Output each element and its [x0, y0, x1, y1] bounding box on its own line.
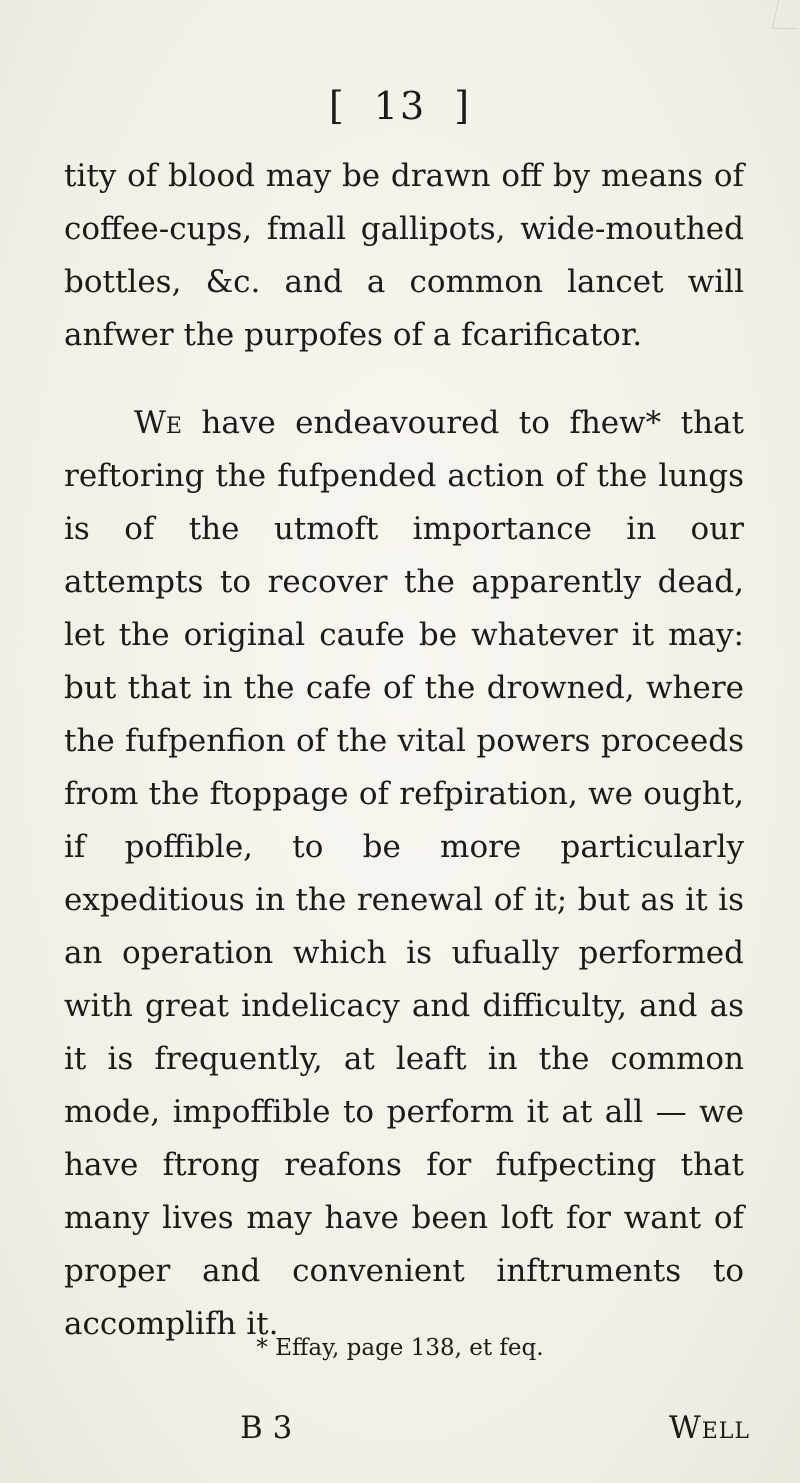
paragraph-2-lead-word: We	[134, 405, 182, 441]
page-number: [ 13 ]	[328, 84, 472, 128]
footnote: * Effay, page 138, et feq.	[256, 1335, 544, 1361]
paragraph-1: tity of blood may be drawn off by means of coffee-cups, fmall gallipots, wide-mouthed bottles, &c. and a common lancet will anfwer the purpofes of a fcarificator.	[64, 158, 744, 353]
paragraph-2	[64, 397, 744, 1351]
catchword: Well	[668, 1410, 750, 1446]
page-corner-mark	[772, 0, 800, 29]
paragraph-2-text: have endeavoured to fhew* that reftoring the fufpended action of the lungs is of the utmoft importance in our attempts to recover the apparently dead, let the original caufe be whatever it may: but that in the cafe of the drowned, where the fufpenfion of the vital powers proceeds from the ftoppage of refpiration, we ought, if poffible, to be more particularly expeditious in the renewal of it; but as it is an operation which is ufually performed with great indelicacy and difficulty, and as it is frequently, at leaft in the common mode, impoffible to perform it at all — we have ftrong reafons for fufpecting that many lives may have been loft for want of proper and convenient inftruments to accomplifh it.	[64, 405, 744, 1342]
body-text	[64, 150, 744, 1351]
signature-mark: B 3	[240, 1410, 293, 1446]
